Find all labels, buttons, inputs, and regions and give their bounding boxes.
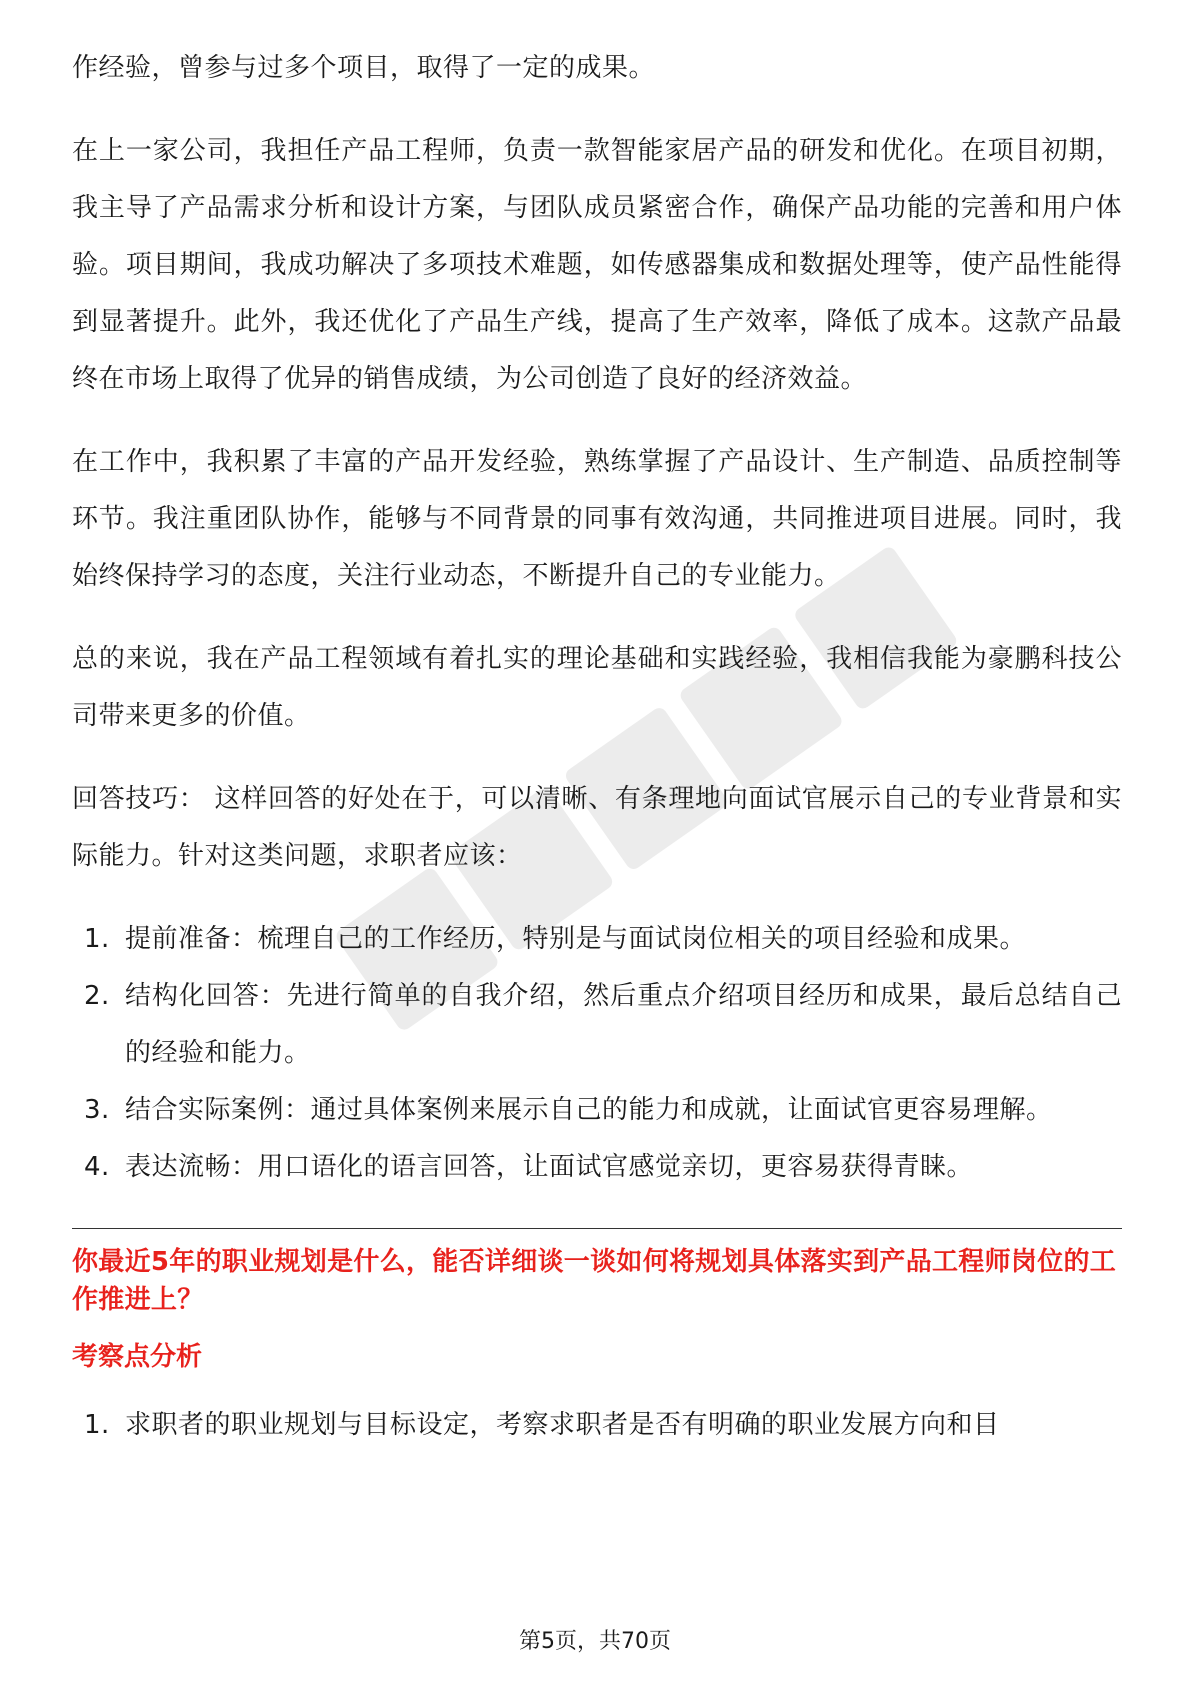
list-item-text: 结构化回答：先进行简单的自我介绍，然后重点介绍项目经历和成果，最后总结自己的经验和能力。	[125, 981, 1122, 1068]
list-number: 1.	[84, 1410, 110, 1440]
list-item-text: 表达流畅：用口语化的语言回答，让面试官感觉亲切，更容易获得青睐。	[125, 1152, 974, 1182]
analysis-list	[72, 1397, 1122, 1454]
paragraph-1: 作经验，曾参与过多个项目，取得了一定的成果。	[72, 53, 656, 83]
page-footer: 第5页，共70页	[519, 1629, 671, 1654]
list-number: 4.	[84, 1152, 110, 1182]
paragraph-2: 在上一家公司，我担任产品工程师，负责一款智能家居产品的研发和优化。在项目初期，我主导了产品需求分析和设计方案，与团队成员紧密合作，确保产品功能的完善和用户体验。项目期间，我成功解决了多项技术难题，如传感器集成和数据处理等，使产品性能得到显著提升。此外，我还优化了产品生产线，提高了生产效率，降低了成本。这款产品最终在市场上取得了优异的销售成绩，为公司创造了良好的经济效益。	[72, 136, 1122, 394]
interview-question: 你最近5年的职业规划是什么，能否详细谈一谈如何将规划具体落实到产品工程师岗位的工作推进上？	[72, 1247, 1117, 1315]
paragraph-4: 总的来说，我在产品工程领域有着扎实的理论基础和实践经验，我相信我能为豪鹏科技公司带来更多的价值。	[72, 644, 1122, 731]
list-number: 3.	[84, 1095, 110, 1125]
list-item-text: 结合实际案例：通过具体案例来展示自己的能力和成就，让面试官更容易理解。	[125, 1095, 1053, 1125]
list-item	[72, 1397, 1122, 1454]
list-number: 1.	[84, 924, 110, 954]
section-divider	[72, 1228, 1122, 1229]
list-item-text: 提前准备：梳理自己的工作经历，特别是与面试岗位相关的项目经验和成果。	[125, 924, 1027, 954]
tips-list	[72, 911, 1122, 1196]
paragraph-3: 在工作中，我积累了丰富的产品开发经验，熟练掌握了产品设计、生产制造、品质控制等环节。我注重团队协作，能够与不同背景的同事有效沟通，共同推进项目进展。同时，我始终保持学习的态度，关注行业动态，不断提升自己的专业能力。	[72, 447, 1122, 591]
document-body	[72, 40, 1122, 1486]
list-number: 2.	[84, 981, 110, 1011]
answer-tips-intro: 回答技巧： 这样回答的好处在于，可以清晰、有条理地向面试官展示自己的专业背景和实际能力。针对这类问题，求职者应该：	[72, 784, 1122, 871]
analysis-title: 考察点分析	[72, 1342, 203, 1372]
list-item	[72, 968, 1122, 1082]
list-item	[72, 911, 1122, 968]
list-item	[72, 1082, 1122, 1139]
list-item	[72, 1139, 1122, 1196]
list-item-text: 求职者的职业规划与目标设定，考察求职者是否有明确的职业发展方向和目	[125, 1410, 1000, 1440]
